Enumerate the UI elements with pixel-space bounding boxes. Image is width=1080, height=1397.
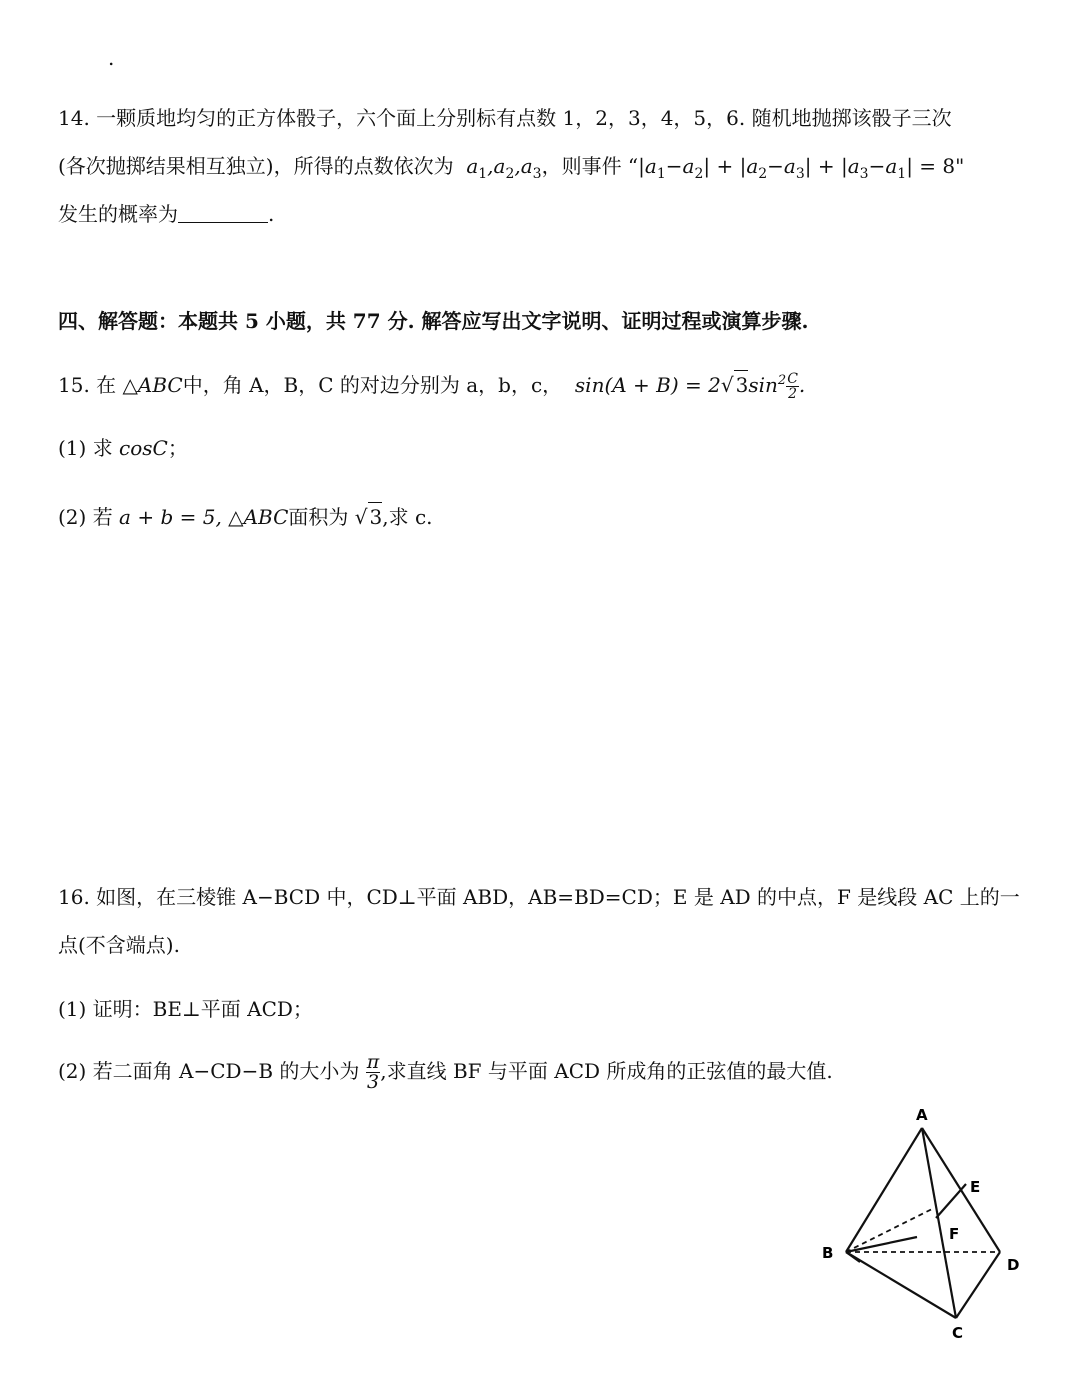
q15-line1: 15. 在 △ABC中，角 A，B，C 的对边分别为 a，b，c， sin(A + B) = 2√ $3\sin^2$ $\frac{C}{2}$ . — [58, 371, 806, 402]
q15-part2: (2) 若 a + b = 5, △ABC面积为 √ 3,求 c. — [58, 502, 433, 531]
label-a: A — [916, 1106, 928, 1124]
label-e: E — [970, 1178, 981, 1196]
q14-line2: (各次抛掷结果相互独立)，所得的点数依次为 $a_1,a_2,a_3$，则事件 “$|a_1-a_2| + |a_2-a_3| + |a_3-a_1| = 8$" — [58, 154, 965, 182]
segment-fe — [936, 1184, 966, 1218]
section-4-header: 四、解答题：本题共 5 小题，共 77 分. 解答应写出文字说明、证明过程或演算步骤. — [58, 309, 809, 333]
label-c: C — [952, 1324, 964, 1342]
segment-bf — [846, 1237, 917, 1252]
q14-line1: 14. 一颗质地均匀的正方体骰子，六个面上分别标有点数 1，2，3，4，5，6. 随机地抛掷该骰子三次 — [58, 106, 952, 130]
edge-ab — [846, 1128, 922, 1252]
q16-part2: (2) 若二面角 A−CD−B 的大小为 $\frac{\pi}{3}$ ,求直线 BF 与平面 ACD 所成角的正弦值的最大值. — [58, 1051, 833, 1093]
answer-blank — [178, 202, 268, 223]
edge-cd — [956, 1252, 1000, 1318]
top-dot: . — [108, 46, 115, 70]
edge-bc — [846, 1252, 956, 1318]
q15-part1: (1) 求 cosC； — [58, 436, 188, 460]
label-f: F — [949, 1225, 960, 1243]
label-b: B — [822, 1244, 834, 1262]
q14-line3: 发生的概率为 . — [58, 202, 275, 226]
q16-line2: 点(不含端点). — [58, 933, 180, 957]
q16-part1: (1) 证明：BE⊥平面 ACD； — [58, 997, 313, 1021]
tetrahedron-figure — [810, 1100, 1040, 1345]
label-d: D — [1007, 1256, 1020, 1274]
q16-line1: 16. 如图，在三棱锥 A−BCD 中，CD⊥平面 ABD，AB=BD=CD；E 是 AD 的中点，F 是线段 AC 上的一 — [58, 885, 1020, 909]
arrow-tail — [846, 1252, 860, 1262]
